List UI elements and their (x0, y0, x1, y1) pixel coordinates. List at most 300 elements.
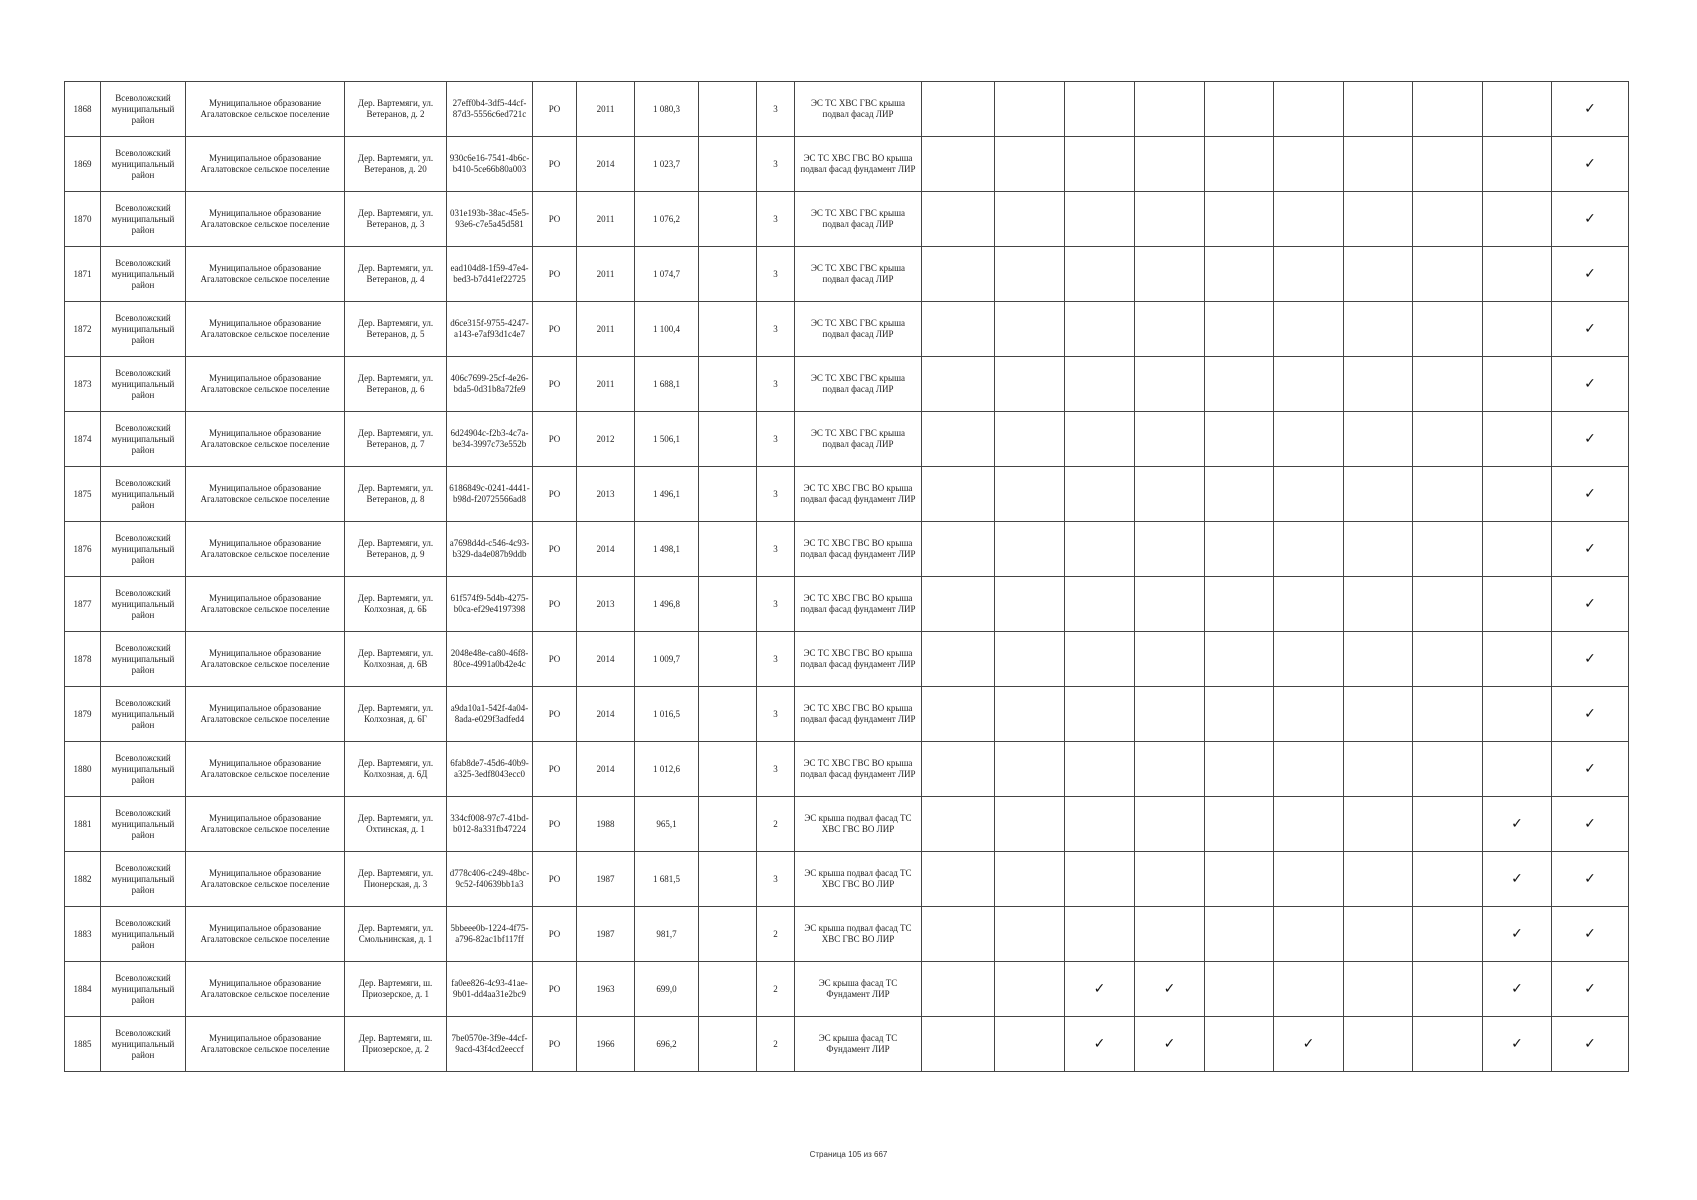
address-cell: Дер. Вартемяги, ул. Ветеранов, д. 2 (345, 82, 447, 137)
year-cell: 2011 (577, 357, 635, 412)
check-cell (1274, 247, 1344, 302)
table-row (65, 522, 1629, 577)
check-cell (1483, 357, 1552, 412)
row-number: 1870 (65, 192, 101, 247)
check-cell (1552, 687, 1629, 742)
row-number: 1874 (65, 412, 101, 467)
address-cell: Дер. Вартемяги, ул. Ветеранов, д. 3 (345, 192, 447, 247)
check-cell (1552, 357, 1629, 412)
check-cell (1483, 412, 1552, 467)
row-number: 1885 (65, 1017, 101, 1072)
check-cell (1413, 742, 1483, 797)
check-cell (995, 797, 1065, 852)
works-cell: ЭС крыша фасад ТС Фундамент ЛИР (795, 962, 922, 1017)
district-cell: Всеволожский муниципальный район (101, 1017, 186, 1072)
check-cell (1483, 192, 1552, 247)
municipality-cell: Муниципальное образование Агалатовское сельское поселение (186, 962, 345, 1017)
check-cell (1065, 412, 1135, 467)
table-row (65, 577, 1629, 632)
checkmark-icon: ✓ (1584, 760, 1596, 777)
checkmark-icon: ✓ (1584, 485, 1596, 502)
empty-cell (699, 192, 757, 247)
address-cell: Дер. Вартемяги, ул. Ветеранов, д. 4 (345, 247, 447, 302)
works-cell: ЭС крыша подвал фасад ТС ХВС ГВС ВО ЛИР (795, 852, 922, 907)
address-cell: Дер. Вартемяги, ул. Ветеранов, д. 9 (345, 522, 447, 577)
check-cell (922, 357, 995, 412)
area-cell: 1 009,7 (635, 632, 699, 687)
floors-cell: 3 (757, 247, 795, 302)
check-cell (1483, 577, 1552, 632)
guid-cell: d6ce315f-9755-4247-a143-e7af93d1c4e7 (447, 302, 533, 357)
checkmark-icon: ✓ (1302, 1035, 1315, 1052)
check-cell (1274, 82, 1344, 137)
check-cell (1065, 962, 1135, 1017)
check-cell (1552, 797, 1629, 852)
check-cell (1344, 1017, 1413, 1072)
check-cell (1274, 907, 1344, 962)
row-number: 1882 (65, 852, 101, 907)
municipality-cell: Муниципальное образование Агалатовское сельское поселение (186, 412, 345, 467)
check-cell (1135, 632, 1205, 687)
empty-cell (699, 797, 757, 852)
address-cell: Дер. Вартемяги, ул. Колхозная, д. 6Б (345, 577, 447, 632)
floors-cell: 2 (757, 1017, 795, 1072)
works-cell: ЭС ТС ХВС ГВС ВО крыша подвал фасад фундамент ЛИР (795, 522, 922, 577)
municipality-cell: Муниципальное образование Агалатовское сельское поселение (186, 522, 345, 577)
table-body (65, 82, 1629, 1072)
row-number: 1876 (65, 522, 101, 577)
year-cell: 1966 (577, 1017, 635, 1072)
check-cell (995, 357, 1065, 412)
works-cell: ЭС ТС ХВС ГВС ВО крыша подвал фасад фундамент ЛИР (795, 577, 922, 632)
year-cell: 2014 (577, 522, 635, 577)
checkmark-icon: ✓ (1584, 925, 1596, 942)
check-cell (995, 687, 1065, 742)
guid-cell: d778c406-c249-48bc-9c52-f40639bb1a3 (447, 852, 533, 907)
empty-cell (699, 907, 757, 962)
guid-cell: 5bbeee0b-1224-4f75-a796-82ac1bf117ff (447, 907, 533, 962)
check-cell (1344, 302, 1413, 357)
check-cell (1274, 412, 1344, 467)
municipality-cell: Муниципальное образование Агалатовское сельское поселение (186, 742, 345, 797)
check-cell (1205, 852, 1274, 907)
checkmark-icon: ✓ (1584, 595, 1596, 612)
empty-cell (699, 137, 757, 192)
works-cell: ЭС ТС ХВС ГВС крыша подвал фасад ЛИР (795, 82, 922, 137)
works-cell: ЭС ТС ХВС ГВС ВО крыша подвал фасад фундамент ЛИР (795, 137, 922, 192)
check-cell (1274, 467, 1344, 522)
page-footer: Страница 105 из 667 (809, 1150, 888, 1159)
check-cell (1483, 907, 1552, 962)
floors-cell: 3 (757, 82, 795, 137)
guid-cell: fa0ee826-4c93-41ae-9b01-dd4aa31e2bc9 (447, 962, 533, 1017)
empty-cell (699, 247, 757, 302)
area-cell: 1 496,1 (635, 467, 699, 522)
check-cell (995, 852, 1065, 907)
check-cell (995, 137, 1065, 192)
checkmark-icon: ✓ (1584, 540, 1596, 557)
form-cell: РО (533, 852, 577, 907)
checkmark-icon: ✓ (1584, 815, 1596, 832)
year-cell: 1963 (577, 962, 635, 1017)
check-cell (1483, 522, 1552, 577)
area-cell: 1 012,6 (635, 742, 699, 797)
check-cell (1483, 137, 1552, 192)
year-cell: 2011 (577, 82, 635, 137)
check-cell (1552, 192, 1629, 247)
district-cell: Всеволожский муниципальный район (101, 522, 186, 577)
district-cell: Всеволожский муниципальный район (101, 192, 186, 247)
floors-cell: 3 (757, 412, 795, 467)
check-cell (922, 687, 995, 742)
table-row (65, 357, 1629, 412)
check-cell (1483, 687, 1552, 742)
check-cell (1483, 962, 1552, 1017)
check-cell (1483, 247, 1552, 302)
check-cell (1344, 962, 1413, 1017)
table-row (65, 907, 1629, 962)
check-cell (1483, 467, 1552, 522)
form-cell: РО (533, 357, 577, 412)
table-row (65, 467, 1629, 522)
address-cell: Дер. Вартемяги, ул. Ветеранов, д. 20 (345, 137, 447, 192)
form-cell: РО (533, 632, 577, 687)
check-cell (922, 192, 995, 247)
empty-cell (699, 962, 757, 1017)
district-cell: Всеволожский муниципальный район (101, 577, 186, 632)
check-cell (922, 742, 995, 797)
check-cell (1135, 82, 1205, 137)
table-row (65, 192, 1629, 247)
checkmark-icon: ✓ (1584, 155, 1596, 172)
district-cell: Всеволожский муниципальный район (101, 247, 186, 302)
checkmark-icon: ✓ (1584, 320, 1596, 337)
check-cell (1344, 852, 1413, 907)
check-cell (1274, 687, 1344, 742)
check-cell (1552, 962, 1629, 1017)
works-cell: ЭС ТС ХВС ГВС крыша подвал фасад ЛИР (795, 357, 922, 412)
check-cell (1135, 192, 1205, 247)
guid-cell: 27eff0b4-3df5-44cf-87d3-5556c6ed721c (447, 82, 533, 137)
check-cell (1413, 302, 1483, 357)
district-cell: Всеволожский муниципальный район (101, 632, 186, 687)
check-cell (1274, 357, 1344, 412)
guid-cell: 930c6e16-7541-4b6c-b410-5ce66b80a003 (447, 137, 533, 192)
check-cell (1552, 137, 1629, 192)
check-cell (1205, 412, 1274, 467)
check-cell (1344, 82, 1413, 137)
address-cell: Дер. Вартемяги, ул. Ветеранов, д. 5 (345, 302, 447, 357)
year-cell: 2014 (577, 137, 635, 192)
table-row (65, 247, 1629, 302)
year-cell: 2013 (577, 467, 635, 522)
floors-cell: 3 (757, 522, 795, 577)
check-cell (1552, 522, 1629, 577)
check-cell (1065, 577, 1135, 632)
floors-cell: 3 (757, 357, 795, 412)
works-cell: ЭС ТС ХВС ГВС крыша подвал фасад ЛИР (795, 302, 922, 357)
check-cell (1413, 1017, 1483, 1072)
checkmark-icon: ✓ (1511, 1035, 1523, 1052)
address-cell: Дер. Вартемяги, ш. Приозерское, д. 2 (345, 1017, 447, 1072)
area-cell: 696,2 (635, 1017, 699, 1072)
check-cell (1205, 742, 1274, 797)
guid-cell: a7698d4d-c546-4c93-b329-da4e087b9ddb (447, 522, 533, 577)
check-cell (1065, 302, 1135, 357)
empty-cell (699, 302, 757, 357)
check-cell (1135, 467, 1205, 522)
check-cell (995, 632, 1065, 687)
table-row (65, 852, 1629, 907)
checkmark-icon: ✓ (1584, 870, 1596, 887)
year-cell: 2012 (577, 412, 635, 467)
empty-cell (699, 467, 757, 522)
table-row (65, 687, 1629, 742)
table-row (65, 412, 1629, 467)
form-cell: РО (533, 797, 577, 852)
address-cell: Дер. Вартемяги, ул. Ветеранов, д. 7 (345, 412, 447, 467)
row-number: 1868 (65, 82, 101, 137)
guid-cell: 6fab8de7-45d6-40b9-a325-3edf8043ecc0 (447, 742, 533, 797)
check-cell (1344, 137, 1413, 192)
check-cell (922, 467, 995, 522)
check-cell (1135, 962, 1205, 1017)
check-cell (1065, 357, 1135, 412)
floors-cell: 3 (757, 852, 795, 907)
table-row (65, 632, 1629, 687)
checkmark-icon: ✓ (1163, 1035, 1176, 1052)
check-cell (1135, 137, 1205, 192)
table-row (65, 137, 1629, 192)
checkmark-icon: ✓ (1584, 430, 1596, 447)
form-cell: РО (533, 1017, 577, 1072)
checkmark-icon: ✓ (1511, 925, 1523, 942)
check-cell (1205, 302, 1274, 357)
empty-cell (699, 577, 757, 632)
checkmark-icon: ✓ (1511, 980, 1523, 997)
check-cell (1205, 467, 1274, 522)
guid-cell: 334cf008-97c7-41bd-b012-8a331fb47224 (447, 797, 533, 852)
check-cell (1344, 797, 1413, 852)
year-cell: 1987 (577, 852, 635, 907)
row-number: 1871 (65, 247, 101, 302)
check-cell (1065, 82, 1135, 137)
check-cell (1413, 687, 1483, 742)
form-cell: РО (533, 687, 577, 742)
row-number: 1872 (65, 302, 101, 357)
empty-cell (699, 852, 757, 907)
works-cell: ЭС крыша подвал фасад ТС ХВС ГВС ВО ЛИР (795, 907, 922, 962)
municipality-cell: Муниципальное образование Агалатовское сельское поселение (186, 302, 345, 357)
works-cell: ЭС ТС ХВС ГВС крыша подвал фасад ЛИР (795, 412, 922, 467)
check-cell (1205, 962, 1274, 1017)
check-cell (1205, 137, 1274, 192)
form-cell: РО (533, 247, 577, 302)
check-cell (1205, 192, 1274, 247)
municipality-cell: Муниципальное образование Агалатовское сельское поселение (186, 852, 345, 907)
check-cell (1135, 302, 1205, 357)
check-cell (1483, 852, 1552, 907)
floors-cell: 2 (757, 907, 795, 962)
area-cell: 699,0 (635, 962, 699, 1017)
area-cell: 1 023,7 (635, 137, 699, 192)
check-cell (1205, 577, 1274, 632)
row-number: 1880 (65, 742, 101, 797)
check-cell (1344, 522, 1413, 577)
check-cell (1205, 907, 1274, 962)
form-cell: РО (533, 302, 577, 357)
check-cell (1065, 1017, 1135, 1072)
floors-cell: 3 (757, 137, 795, 192)
empty-cell (699, 522, 757, 577)
checkmark-icon: ✓ (1584, 980, 1596, 997)
check-cell (1135, 1017, 1205, 1072)
check-cell (922, 797, 995, 852)
check-cell (1205, 247, 1274, 302)
works-cell: ЭС ТС ХВС ГВС крыша подвал фасад ЛИР (795, 192, 922, 247)
check-cell (1065, 467, 1135, 522)
row-number: 1881 (65, 797, 101, 852)
empty-cell (699, 632, 757, 687)
check-cell (1065, 632, 1135, 687)
check-cell (1274, 797, 1344, 852)
check-cell (1274, 742, 1344, 797)
area-cell: 1 681,5 (635, 852, 699, 907)
check-cell (1552, 907, 1629, 962)
check-cell (1552, 412, 1629, 467)
guid-cell: 7be0570e-3f9e-44cf-9acd-43f4cd2eeccf (447, 1017, 533, 1072)
register-table (64, 81, 1629, 1072)
check-cell (1135, 907, 1205, 962)
guid-cell: 2048e48e-ca80-46f8-80ce-4991a0b42e4c (447, 632, 533, 687)
table-row (65, 742, 1629, 797)
check-cell (1483, 1017, 1552, 1072)
checkmark-icon: ✓ (1093, 980, 1106, 997)
district-cell: Всеволожский муниципальный район (101, 412, 186, 467)
check-cell (1274, 302, 1344, 357)
guid-cell: 61f574f9-5d4b-4275-b0ca-ef29e4197398 (447, 577, 533, 632)
check-cell (1413, 357, 1483, 412)
address-cell: Дер. Вартемяги, ш. Приозерское, д. 1 (345, 962, 447, 1017)
table-row (65, 1017, 1629, 1072)
floors-cell: 3 (757, 192, 795, 247)
row-number: 1878 (65, 632, 101, 687)
check-cell (1135, 852, 1205, 907)
floors-cell: 3 (757, 467, 795, 522)
floors-cell: 2 (757, 797, 795, 852)
area-cell: 1 688,1 (635, 357, 699, 412)
check-cell (1135, 577, 1205, 632)
checkmark-icon: ✓ (1093, 1035, 1106, 1052)
check-cell (1483, 742, 1552, 797)
check-cell (1274, 577, 1344, 632)
check-cell (1065, 137, 1135, 192)
area-cell: 981,7 (635, 907, 699, 962)
form-cell: РО (533, 742, 577, 797)
table-row (65, 82, 1629, 137)
check-cell (1344, 192, 1413, 247)
check-cell (1413, 522, 1483, 577)
checkmark-icon: ✓ (1584, 1035, 1596, 1052)
address-cell: Дер. Вартемяги, ул. Охтинская, д. 1 (345, 797, 447, 852)
check-cell (1205, 632, 1274, 687)
check-cell (1552, 1017, 1629, 1072)
check-cell (1205, 797, 1274, 852)
address-cell: Дер. Вартемяги, ул. Ветеранов, д. 6 (345, 357, 447, 412)
form-cell: РО (533, 82, 577, 137)
checkmark-icon: ✓ (1584, 375, 1596, 392)
check-cell (1065, 797, 1135, 852)
district-cell: Всеволожский муниципальный район (101, 137, 186, 192)
year-cell: 2013 (577, 577, 635, 632)
district-cell: Всеволожский муниципальный район (101, 687, 186, 742)
works-cell: ЭС крыша подвал фасад ТС ХВС ГВС ВО ЛИР (795, 797, 922, 852)
check-cell (995, 742, 1065, 797)
row-number: 1883 (65, 907, 101, 962)
check-cell (1205, 522, 1274, 577)
guid-cell: ead104d8-1f59-47e4-bed3-b7d41ef22725 (447, 247, 533, 302)
area-cell: 1 080,3 (635, 82, 699, 137)
year-cell: 2014 (577, 687, 635, 742)
checkmark-icon: ✓ (1163, 980, 1176, 997)
empty-cell (699, 742, 757, 797)
check-cell (1413, 467, 1483, 522)
check-cell (1413, 577, 1483, 632)
works-cell: ЭС ТС ХВС ГВС ВО крыша подвал фасад фундамент ЛИР (795, 742, 922, 797)
check-cell (1205, 1017, 1274, 1072)
area-cell: 1 100,4 (635, 302, 699, 357)
check-cell (1483, 632, 1552, 687)
guid-cell: 6d24904c-f2b3-4c7a-be34-3997c73e552b (447, 412, 533, 467)
check-cell (1344, 632, 1413, 687)
check-cell (1135, 742, 1205, 797)
check-cell (995, 412, 1065, 467)
check-cell (1483, 302, 1552, 357)
check-cell (1274, 192, 1344, 247)
checkmark-icon: ✓ (1511, 815, 1523, 832)
check-cell (1274, 852, 1344, 907)
municipality-cell: Муниципальное образование Агалатовское сельское поселение (186, 137, 345, 192)
check-cell (1344, 357, 1413, 412)
year-cell: 1988 (577, 797, 635, 852)
check-cell (995, 82, 1065, 137)
check-cell (922, 137, 995, 192)
check-cell (1483, 797, 1552, 852)
check-cell (1413, 192, 1483, 247)
check-cell (922, 302, 995, 357)
works-cell: ЭС ТС ХВС ГВС ВО крыша подвал фасад фундамент ЛИР (795, 632, 922, 687)
check-cell (995, 962, 1065, 1017)
form-cell: РО (533, 412, 577, 467)
check-cell (995, 247, 1065, 302)
check-cell (1344, 467, 1413, 522)
district-cell: Всеволожский муниципальный район (101, 962, 186, 1017)
check-cell (1065, 907, 1135, 962)
check-cell (1344, 412, 1413, 467)
area-cell: 1 496,8 (635, 577, 699, 632)
check-cell (1344, 577, 1413, 632)
area-cell: 1 074,7 (635, 247, 699, 302)
check-cell (1552, 302, 1629, 357)
municipality-cell: Муниципальное образование Агалатовское сельское поселение (186, 577, 345, 632)
check-cell (1552, 82, 1629, 137)
check-cell (1413, 962, 1483, 1017)
checkmark-icon: ✓ (1584, 100, 1596, 117)
district-cell: Всеволожский муниципальный район (101, 797, 186, 852)
check-cell (1552, 632, 1629, 687)
address-cell: Дер. Вартемяги, ул. Пионерская, д. 3 (345, 852, 447, 907)
check-cell (1135, 357, 1205, 412)
